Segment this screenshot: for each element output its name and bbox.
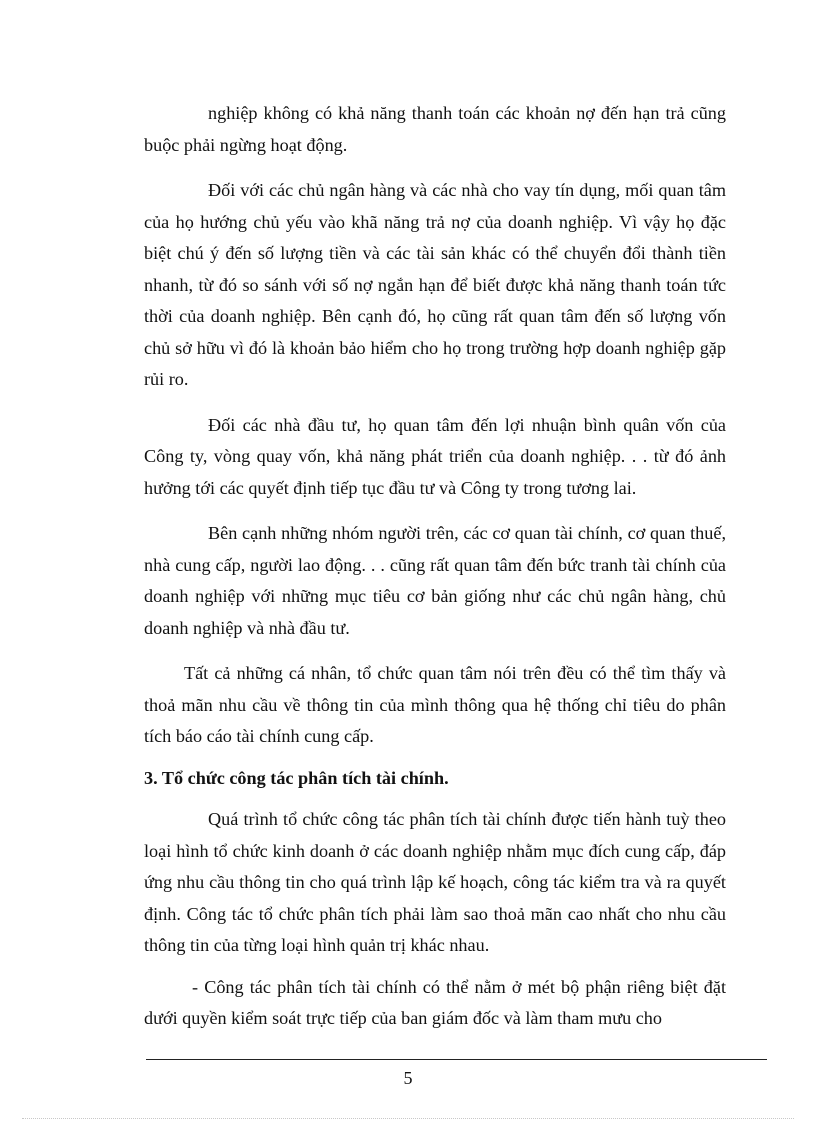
paragraph-bank-lenders: Đối với các chủ ngân hàng và các nhà cho vay tín dụng, mối quan tâm của họ hướng chủ yếu vào khã năng trả nợ của doanh nghiệp. Vì vậy họ đặc biệt chú ý đến số lượng tiền và các tài sản khác có thể chuyển đổi thành tiền nhanh, từ đó so sánh với số nợ ngắn hạn để biết được khả năng thanh toán tức thời của doanh nghiệp. Bên cạnh đó, họ cũng rất quan tâm đến số lượng vốn chủ sở hữu vì đó là khoản bảo hiểm cho họ trong trường hợp doanh nghiệp gặp rủi ro. xyxy=(144,180,726,389)
page-body xyxy=(144,98,726,1035)
page-bottom-dotted-border xyxy=(22,1118,794,1119)
paragraph-organization-process: Quá trình tổ chức công tác phân tích tài chính được tiến hành tuỳ theo loại hình tổ chức kinh doanh ở các doanh nghiệp nhằm mục đích cung cấp, đáp ứng nhu cầu thông tin cho quá trình lập kế hoạch, công tác kiểm tra và ra quyết định. Công tác tổ chức phân tích phải làm sao thoả mãn cao nhất cho nhu cầu thông tin của từng loại hình quản trị khác nhau. xyxy=(144,809,726,955)
paragraph-summary: Tất cả những cá nhân, tổ chức quan tâm nói trên đều có thể tìm thấy và thoả mãn nhu cầu về thông tin của mình thông qua hệ thống chỉ tiêu do phân tích báo cáo tài chính cung cấp. xyxy=(144,663,726,746)
paragraph-investors: Đối các nhà đầu tư, họ quan tâm đến lợi nhuận bình quân vốn của Công ty, vòng quay vốn, khả năng phát triển của doanh nghiệp. . . từ đó ảnh hưởng tới các quyết định tiếp tục đầu tư và Công ty trong tương lai. xyxy=(144,414,726,498)
paragraph-other-groups: Bên cạnh những nhóm người trên, các cơ quan tài chính, cơ quan thuế, nhà cung cấp, người lao động. . . cũng rất quan tâm đến bức tranh tài chính của doanh nghiệp với những mục tiêu cơ bản giống như các chủ ngân hàng, chủ doanh nghiệp và nhà đầu tư. xyxy=(144,523,726,638)
section-heading: 3. Tổ chức công tác phân tích tài chính. xyxy=(144,767,449,788)
paragraph-continuation: nghiệp không có khả năng thanh toán các khoản nợ đến hạn trả cũng buộc phải ngừng hoạt động. xyxy=(144,103,726,155)
paragraph-separate-department: - Công tác phân tích tài chính có thể nằm ở mét bộ phận riêng biệt đặt dưới quyền kiểm soát trực tiếp của ban giám đốc và làm tham mưu cho xyxy=(144,976,726,1028)
page-number: 5 xyxy=(403,1068,413,1088)
footer-divider xyxy=(146,1059,767,1060)
